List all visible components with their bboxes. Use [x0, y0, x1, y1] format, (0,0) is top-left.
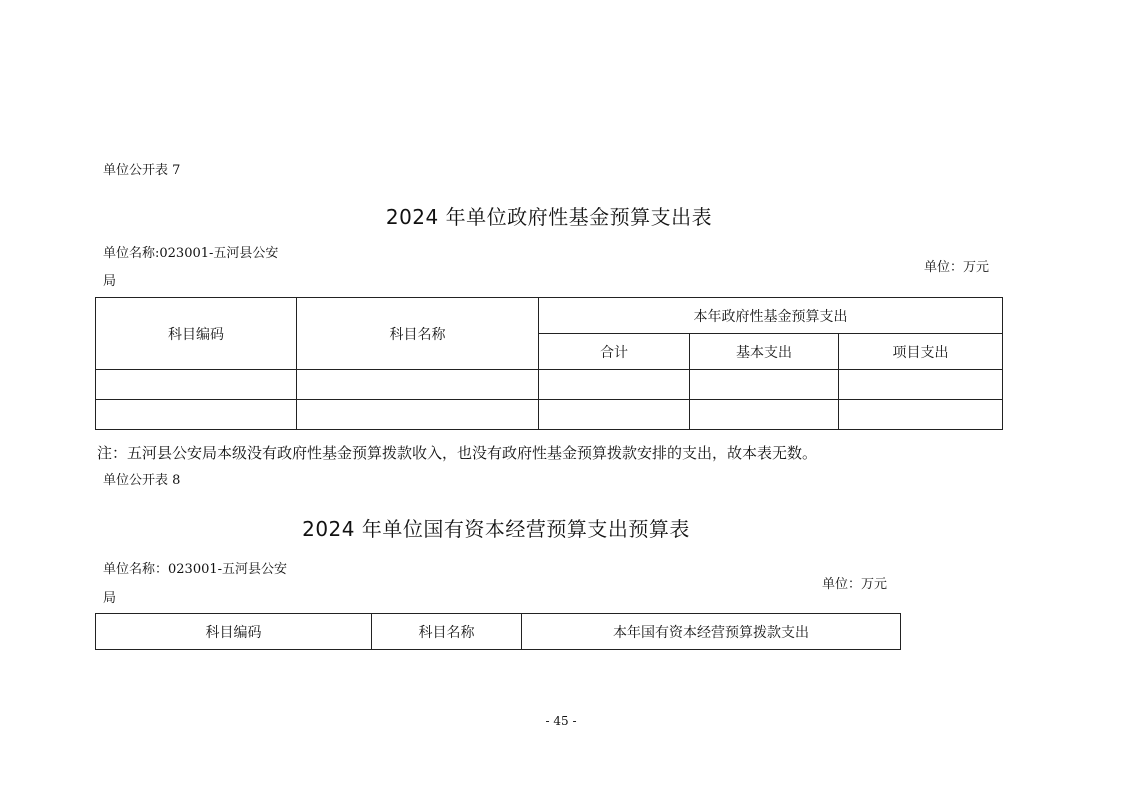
table-number-label: 单位公开表 7	[103, 163, 181, 178]
unit-label: 单位：万元	[822, 577, 888, 592]
table-cell	[96, 370, 297, 400]
page-title: 2024 年单位政府性基金预算支出表	[385, 205, 713, 229]
table-cell	[297, 370, 539, 400]
table-row	[96, 370, 1003, 400]
table-cell	[839, 370, 1003, 400]
header-subject-code: 科目编码	[96, 298, 297, 370]
header-fund-expenditure-group: 本年政府性基金预算支出	[539, 298, 1003, 334]
header-subject-name: 科目名称	[297, 298, 539, 370]
header-subject-code: 科目编码	[96, 614, 372, 650]
table-cell	[690, 400, 839, 430]
table-cell	[96, 400, 297, 430]
government-fund-expenditure-table	[95, 297, 1003, 430]
page-number: - 45 -	[545, 714, 577, 728]
table-cell	[839, 400, 1003, 430]
table-cell	[690, 370, 839, 400]
unit-label: 单位：万元	[924, 260, 990, 275]
unit-name-label-continued: 局	[103, 591, 117, 606]
table-note: 注：五河县公安局本级没有政府性基金预算拨款收入，也没有政府性基金预算拨款安排的支出，故本表无数。	[97, 444, 818, 462]
header-basic-expenditure: 基本支出	[690, 334, 839, 370]
unit-name-label: 单位名称:023001-五河县公安	[103, 246, 279, 261]
page-title: 2024 年单位国有资本经营预算支出预算表	[302, 517, 690, 541]
unit-name-label-continued: 局	[103, 274, 117, 289]
table-number-label: 单位公开表 8	[103, 473, 181, 488]
table-cell	[539, 370, 690, 400]
table-cell	[539, 400, 690, 430]
header-capital-expenditure: 本年国有资本经营预算拨款支出	[522, 614, 901, 650]
table-cell	[297, 400, 539, 430]
header-total: 合计	[539, 334, 690, 370]
state-capital-expenditure-table	[95, 613, 901, 650]
table-row	[96, 400, 1003, 430]
header-subject-name: 科目名称	[372, 614, 522, 650]
unit-name-label: 单位名称：023001-五河县公安	[103, 562, 288, 577]
header-project-expenditure: 项目支出	[839, 334, 1003, 370]
